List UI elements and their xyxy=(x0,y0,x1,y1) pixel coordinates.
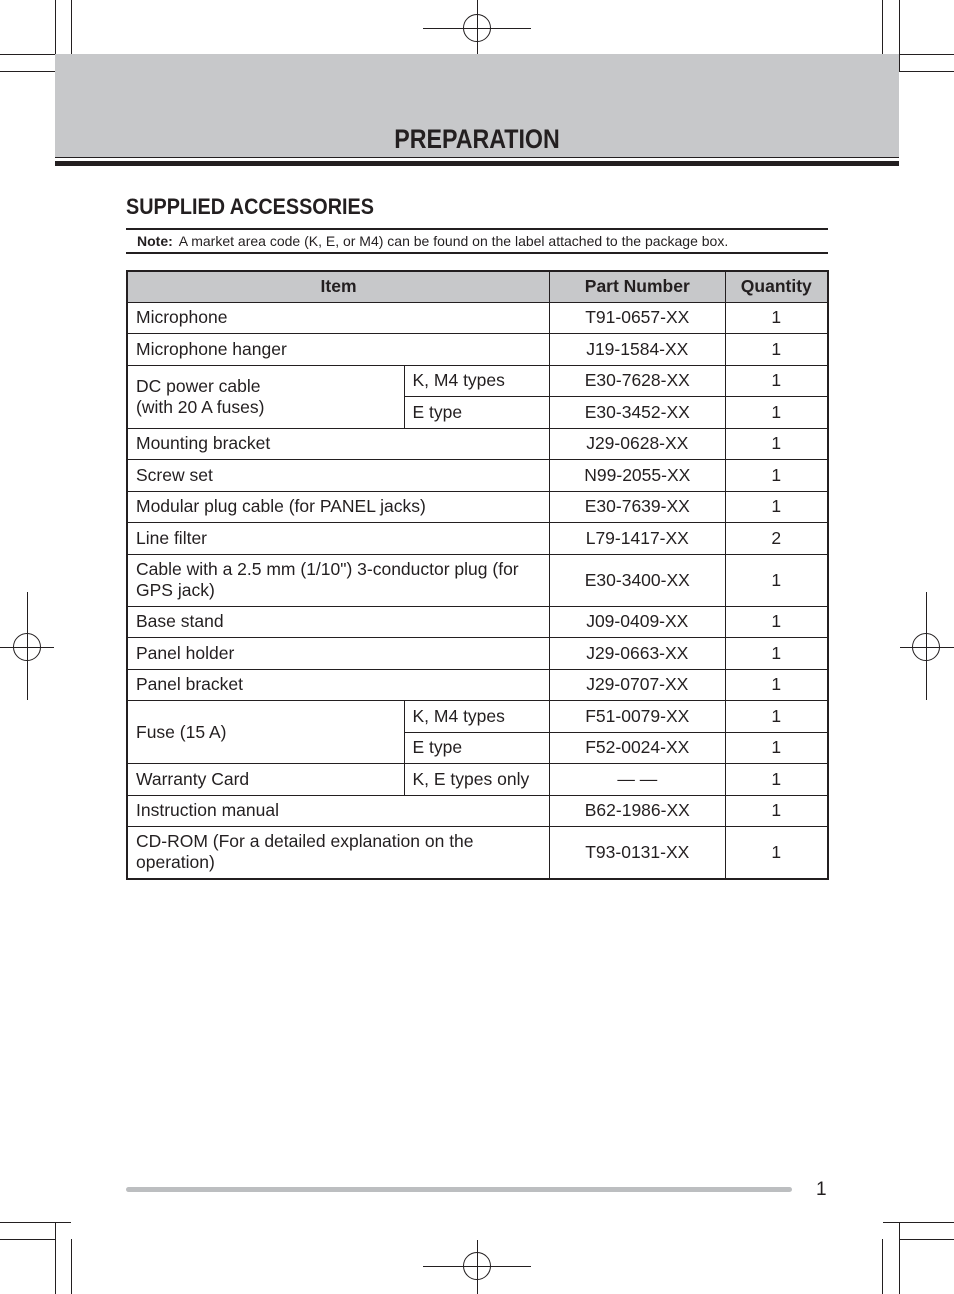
quantity-cell: 1 xyxy=(725,669,828,701)
accessories-table xyxy=(126,270,829,880)
part-number-cell: T93-0131-XX xyxy=(550,827,726,879)
item-cell: Warranty Card xyxy=(127,764,404,796)
crop-mark xyxy=(899,1222,900,1294)
crop-mark xyxy=(0,54,55,55)
column-header-quantity: Quantity xyxy=(725,271,828,302)
item-line: DC power cable xyxy=(136,375,261,396)
item-cell: Microphone xyxy=(127,302,550,334)
quantity-cell: 1 xyxy=(725,827,828,879)
quantity-cell: 1 xyxy=(725,795,828,827)
quantity-cell: 1 xyxy=(725,732,828,764)
quantity-cell: 2 xyxy=(725,523,828,555)
part-number-cell: — — xyxy=(550,764,726,796)
quantity-cell: 1 xyxy=(725,428,828,460)
page-number: 1 xyxy=(816,1179,827,1200)
table-row xyxy=(127,795,828,827)
registration-mark xyxy=(463,1252,491,1280)
column-header-item: Item xyxy=(127,271,550,302)
quantity-cell: 1 xyxy=(725,701,828,733)
quantity-cell: 1 xyxy=(725,764,828,796)
table-row xyxy=(127,460,828,492)
table-row xyxy=(127,302,828,334)
crop-mark xyxy=(71,1239,72,1294)
table-row xyxy=(127,606,828,638)
part-number-cell: L79-1417-XX xyxy=(550,523,726,555)
part-number-cell: J19-1584-XX xyxy=(550,334,726,366)
table-row xyxy=(127,523,828,555)
registration-mark xyxy=(463,14,491,42)
table-row xyxy=(127,334,828,366)
header-rule xyxy=(55,161,899,166)
item-cell: Fuse (15 A) xyxy=(127,701,404,764)
item-cell: Microphone hanger xyxy=(127,334,550,366)
part-number-cell: J29-0628-XX xyxy=(550,428,726,460)
crop-mark xyxy=(899,1239,954,1240)
item-cell: Modular plug cable (for PANEL jacks) xyxy=(127,491,550,523)
part-number-cell: J29-0663-XX xyxy=(550,638,726,670)
table-row xyxy=(127,669,828,701)
crop-mark xyxy=(55,1222,56,1294)
part-number-cell: B62-1986-XX xyxy=(550,795,726,827)
table-row xyxy=(127,491,828,523)
part-number-cell: E30-7639-XX xyxy=(550,491,726,523)
footer-rule xyxy=(126,1187,792,1192)
item-cell: Instruction manual xyxy=(127,795,550,827)
page-title: PREPARATION xyxy=(394,124,560,154)
quantity-cell: 1 xyxy=(725,638,828,670)
table-row xyxy=(127,764,828,796)
item-line: Cable with a 2.5 mm (1/10") 3-conductor plug (for xyxy=(136,559,519,579)
crop-mark xyxy=(0,1239,55,1240)
crop-mark xyxy=(883,1222,954,1223)
type-cell: K, M4 types xyxy=(404,701,550,733)
section-title: SUPPLIED ACCESSORIES xyxy=(126,194,374,219)
note-label: Note: xyxy=(137,233,173,249)
item-cell: Base stand xyxy=(127,606,550,638)
table-row xyxy=(127,827,828,879)
table-row xyxy=(127,701,828,733)
registration-mark xyxy=(13,633,41,661)
crop-mark xyxy=(882,1239,883,1294)
quantity-cell: 1 xyxy=(725,397,828,429)
item-line: operation) xyxy=(136,852,215,873)
item-cell: Mounting bracket xyxy=(127,428,550,460)
crop-mark xyxy=(899,54,954,55)
part-number-cell: F52-0024-XX xyxy=(550,732,726,764)
type-cell: E type xyxy=(404,397,550,429)
quantity-cell: 1 xyxy=(725,554,828,606)
note-text: A market area code (K, E, or M4) can be found on the label attached to the package box. xyxy=(178,233,729,249)
part-number-cell: E30-3452-XX xyxy=(550,397,726,429)
part-number-cell: N99-2055-XX xyxy=(550,460,726,492)
part-number-cell: F51-0079-XX xyxy=(550,701,726,733)
crop-mark xyxy=(882,0,883,54)
item-line: (with 20 A fuses) xyxy=(136,396,265,417)
item-cell xyxy=(127,365,404,428)
registration-mark xyxy=(912,633,940,661)
quantity-cell: 1 xyxy=(725,491,828,523)
part-number-cell: E30-7628-XX xyxy=(550,365,726,397)
quantity-cell: 1 xyxy=(725,606,828,638)
item-cell: Panel bracket xyxy=(127,669,550,701)
type-cell: E type xyxy=(404,732,550,764)
part-number-cell: E30-3400-XX xyxy=(550,554,726,606)
quantity-cell: 1 xyxy=(725,365,828,397)
part-number-cell: J09-0409-XX xyxy=(550,606,726,638)
item-line: GPS jack) xyxy=(136,580,215,600)
quantity-cell: 1 xyxy=(725,334,828,366)
table-row xyxy=(127,428,828,460)
table-row xyxy=(127,554,828,606)
column-header-part-number: Part Number xyxy=(550,271,726,302)
crop-mark xyxy=(71,0,72,54)
type-cell: K, E types only xyxy=(404,764,550,796)
item-cell xyxy=(127,827,550,879)
table-row xyxy=(127,638,828,670)
crop-mark xyxy=(0,1222,71,1223)
note-box xyxy=(126,228,828,254)
item-cell: Panel holder xyxy=(127,638,550,670)
item-cell: Screw set xyxy=(127,460,550,492)
item-line: CD-ROM (For a detailed explanation on the xyxy=(136,831,474,852)
header-rule xyxy=(55,157,899,158)
item-cell xyxy=(127,554,550,606)
type-cell: K, M4 types xyxy=(404,365,550,397)
part-number-cell: J29-0707-XX xyxy=(550,669,726,701)
quantity-cell: 1 xyxy=(725,460,828,492)
crop-mark xyxy=(899,0,900,71)
quantity-cell: 1 xyxy=(725,302,828,334)
item-cell: Line filter xyxy=(127,523,550,555)
table-row xyxy=(127,365,828,397)
part-number-cell: T91-0657-XX xyxy=(550,302,726,334)
table-header-row xyxy=(127,271,828,302)
